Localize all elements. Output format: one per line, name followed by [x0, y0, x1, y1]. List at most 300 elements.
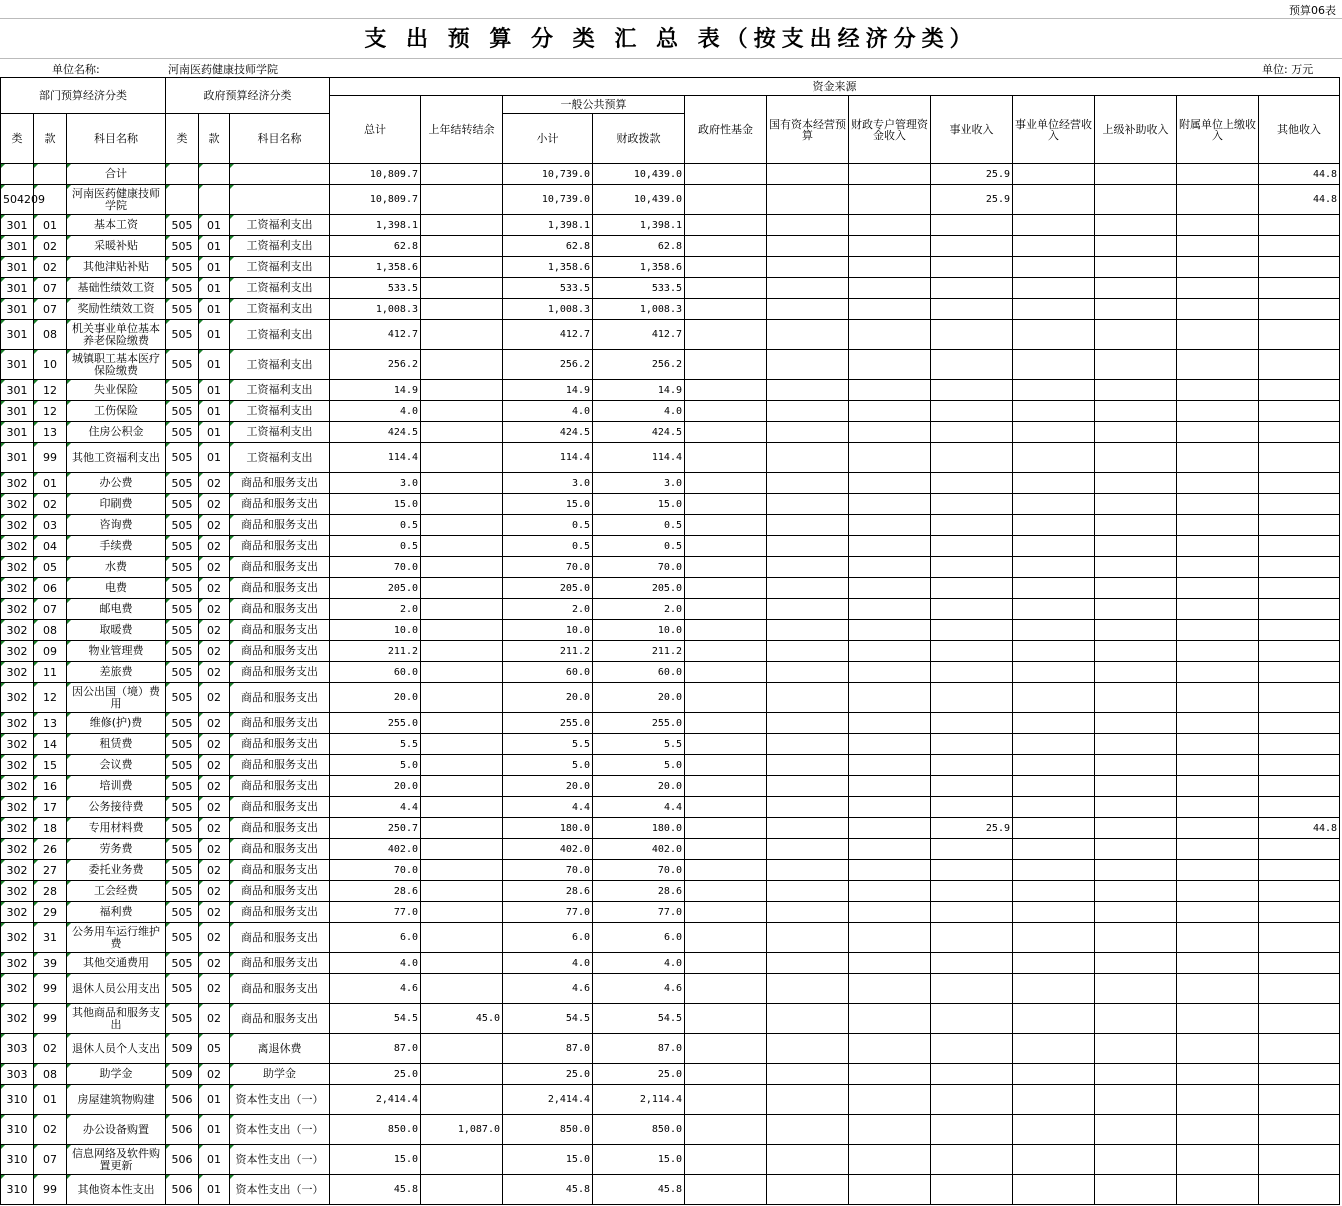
gov-kuan-cell: 02: [199, 494, 230, 515]
fiscal-cell: 1,358.6: [593, 257, 685, 278]
carryover-cell: [421, 422, 503, 443]
other-cell: [1259, 422, 1340, 443]
gov-fund-cell: [685, 215, 767, 236]
carryover-cell: [421, 1064, 503, 1085]
lei-cell: 310: [1, 1085, 34, 1115]
gov-fund-cell: [685, 902, 767, 923]
business-cell: [931, 599, 1013, 620]
gov-subject-cell: 商品和服务支出: [230, 881, 330, 902]
subtotal-cell: 850.0: [503, 1115, 593, 1145]
kuan-cell: 01: [34, 215, 67, 236]
affiliated-cell: [1177, 1034, 1259, 1064]
affiliated-cell: [1177, 620, 1259, 641]
gov-subject-cell: 商品和服务支出: [230, 515, 330, 536]
state-capital-cell: [767, 755, 849, 776]
gov-lei-cell: 506: [166, 1145, 199, 1175]
table-row: [1, 1175, 1340, 1205]
gov-lei-cell: 505: [166, 974, 199, 1004]
subject-cell: 基本工资: [67, 215, 166, 236]
gov-subject-cell: 商品和服务支出: [230, 860, 330, 881]
subsidy-cell: [1095, 1034, 1177, 1064]
total-cell: 15.0: [330, 1145, 421, 1175]
business-cell: [931, 299, 1013, 320]
kuan-cell: 09: [34, 641, 67, 662]
gov-lei-cell: 505: [166, 902, 199, 923]
state-capital-cell: [767, 320, 849, 350]
fiscal-cell: 70.0: [593, 860, 685, 881]
gov-kuan-cell: 02: [199, 860, 230, 881]
subject-cell: 合计: [67, 164, 166, 185]
total-cell: 10.0: [330, 620, 421, 641]
table-row: [1, 443, 1340, 473]
other-cell: [1259, 515, 1340, 536]
operating-cell: [1013, 839, 1095, 860]
gov-kuan-cell: 01: [199, 1115, 230, 1145]
carryover-cell: [421, 350, 503, 380]
table-row: [1, 494, 1340, 515]
total-cell: 25.0: [330, 1064, 421, 1085]
operating-cell: [1013, 578, 1095, 599]
lei-cell: 301: [1, 236, 34, 257]
subtotal-cell: 4.0: [503, 953, 593, 974]
subsidy-cell: [1095, 443, 1177, 473]
table-row: [1, 422, 1340, 443]
affiliated-cell: [1177, 380, 1259, 401]
state-capital-cell: [767, 578, 849, 599]
operating-cell: [1013, 1145, 1095, 1175]
affiliated-cell: [1177, 1145, 1259, 1175]
total-cell: 4.6: [330, 974, 421, 1004]
subsidy-cell: [1095, 776, 1177, 797]
other-cell: [1259, 299, 1340, 320]
business-cell: [931, 797, 1013, 818]
other-cell: 44.8: [1259, 185, 1340, 215]
carryover-cell: [421, 494, 503, 515]
lei-cell: 302: [1, 536, 34, 557]
gov-fund-cell: [685, 683, 767, 713]
other-cell: [1259, 536, 1340, 557]
state-capital-cell: [767, 443, 849, 473]
subsidy-cell: [1095, 953, 1177, 974]
kuan-cell: 10: [34, 350, 67, 380]
subtotal-cell: 205.0: [503, 578, 593, 599]
fiscal-cell: 54.5: [593, 1004, 685, 1034]
special-cell: [849, 953, 931, 974]
operating-cell: [1013, 257, 1095, 278]
fiscal-cell: 2,114.4: [593, 1085, 685, 1115]
table-row: [1, 839, 1340, 860]
kuan-cell: 13: [34, 713, 67, 734]
special-cell: [849, 164, 931, 185]
subsidy-cell: [1095, 755, 1177, 776]
operating-cell: [1013, 380, 1095, 401]
special-cell: [849, 578, 931, 599]
gov-subject-cell: 商品和服务支出: [230, 578, 330, 599]
operating-cell: [1013, 1085, 1095, 1115]
gov-kuan-cell: 02: [199, 953, 230, 974]
total-cell: 5.5: [330, 734, 421, 755]
lei-cell: 310: [1, 1175, 34, 1205]
business-cell: [931, 713, 1013, 734]
affiliated-cell: [1177, 422, 1259, 443]
gov-lei-cell: 505: [166, 641, 199, 662]
lei-cell: 302: [1, 797, 34, 818]
state-capital-cell: [767, 215, 849, 236]
total-cell: 533.5: [330, 278, 421, 299]
carryover-cell: [421, 641, 503, 662]
business-cell: [931, 902, 1013, 923]
gov-fund-cell: [685, 755, 767, 776]
gov-kuan-cell: 01: [199, 236, 230, 257]
affiliated-cell: [1177, 578, 1259, 599]
fiscal-cell: 5.0: [593, 755, 685, 776]
gov-kuan-cell: 02: [199, 923, 230, 953]
gov-kuan-cell: 02: [199, 881, 230, 902]
carryover-cell: [421, 839, 503, 860]
lei-cell: 301: [1, 299, 34, 320]
gov-lei-cell: [166, 185, 199, 215]
gov-subject-cell: 工资福利支出: [230, 257, 330, 278]
gov-subject-cell: 离退休费: [230, 1034, 330, 1064]
gov-subject-cell: 商品和服务支出: [230, 683, 330, 713]
header-dept: 部门预算经济分类: [1, 78, 166, 114]
lei-cell: 301: [1, 380, 34, 401]
table-row: [1, 734, 1340, 755]
carryover-cell: [421, 902, 503, 923]
business-cell: [931, 683, 1013, 713]
kuan-cell: 14: [34, 734, 67, 755]
gov-fund-cell: [685, 1034, 767, 1064]
header-state-capital: 国有资本经营预算: [767, 96, 849, 164]
gov-subject-cell: 资本性支出（一）: [230, 1175, 330, 1205]
subject-cell: 公务接待费: [67, 797, 166, 818]
other-cell: [1259, 734, 1340, 755]
total-cell: 0.5: [330, 515, 421, 536]
gov-fund-cell: [685, 557, 767, 578]
fiscal-cell: 211.2: [593, 641, 685, 662]
special-cell: [849, 923, 931, 953]
gov-lei-cell: 505: [166, 257, 199, 278]
state-capital-cell: [767, 1064, 849, 1085]
state-capital-cell: [767, 620, 849, 641]
gov-kuan-cell: 01: [199, 1085, 230, 1115]
gov-lei-cell: 506: [166, 1085, 199, 1115]
fiscal-cell: 5.5: [593, 734, 685, 755]
kuan-cell: 02: [34, 236, 67, 257]
state-capital-cell: [767, 1145, 849, 1175]
gov-lei-cell: 509: [166, 1034, 199, 1064]
fiscal-cell: 3.0: [593, 473, 685, 494]
subtotal-cell: 5.5: [503, 734, 593, 755]
gov-lei-cell: 505: [166, 662, 199, 683]
gov-subject-cell: 商品和服务支出: [230, 557, 330, 578]
header-subtotal: 小计: [503, 114, 593, 164]
table-row: [1, 755, 1340, 776]
kuan-cell: 04: [34, 536, 67, 557]
gov-lei-cell: 506: [166, 1175, 199, 1205]
gov-kuan-cell: 01: [199, 257, 230, 278]
carryover-cell: [421, 1175, 503, 1205]
gov-kuan-cell: 02: [199, 755, 230, 776]
total-cell: 70.0: [330, 860, 421, 881]
gov-subject-cell: 工资福利支出: [230, 215, 330, 236]
unit-name-value: 河南医药健康技师学院: [168, 63, 278, 76]
gov-subject-cell: 商品和服务支出: [230, 755, 330, 776]
kuan-cell: 05: [34, 557, 67, 578]
state-capital-cell: [767, 599, 849, 620]
business-cell: [931, 1004, 1013, 1034]
header-lei: 类: [1, 114, 34, 164]
operating-cell: [1013, 797, 1095, 818]
total-cell: 1,008.3: [330, 299, 421, 320]
special-cell: [849, 902, 931, 923]
gov-kuan-cell: 01: [199, 350, 230, 380]
carryover-cell: [421, 299, 503, 320]
kuan-cell: 07: [34, 278, 67, 299]
fiscal-cell: 20.0: [593, 683, 685, 713]
total-cell: 1,358.6: [330, 257, 421, 278]
state-capital-cell: [767, 185, 849, 215]
gov-fund-cell: [685, 974, 767, 1004]
gov-fund-cell: [685, 797, 767, 818]
special-cell: [849, 713, 931, 734]
gov-kuan-cell: 05: [199, 1034, 230, 1064]
gov-subject-cell: 商品和服务支出: [230, 599, 330, 620]
affiliated-cell: [1177, 215, 1259, 236]
other-cell: [1259, 1034, 1340, 1064]
subject-cell: 住房公积金: [67, 422, 166, 443]
state-capital-cell: [767, 953, 849, 974]
total-cell: 70.0: [330, 557, 421, 578]
operating-cell: [1013, 953, 1095, 974]
state-capital-cell: [767, 350, 849, 380]
state-capital-cell: [767, 494, 849, 515]
table-row: [1, 1064, 1340, 1085]
fiscal-cell: 20.0: [593, 776, 685, 797]
special-cell: [849, 860, 931, 881]
gov-lei-cell: 505: [166, 236, 199, 257]
fiscal-cell: 256.2: [593, 350, 685, 380]
affiliated-cell: [1177, 776, 1259, 797]
subsidy-cell: [1095, 881, 1177, 902]
gov-subject-cell: [230, 185, 330, 215]
subject-cell: 退休人员公用支出: [67, 974, 166, 1004]
subject-cell: 失业保险: [67, 380, 166, 401]
state-capital-cell: [767, 776, 849, 797]
special-cell: [849, 1085, 931, 1115]
fiscal-cell: 4.6: [593, 974, 685, 1004]
kuan-cell: 03: [34, 515, 67, 536]
subtotal-cell: 0.5: [503, 536, 593, 557]
gov-lei-cell: 505: [166, 818, 199, 839]
gov-fund-cell: [685, 1004, 767, 1034]
subtotal-cell: 4.0: [503, 401, 593, 422]
subject-cell: 租赁费: [67, 734, 166, 755]
subsidy-cell: [1095, 278, 1177, 299]
report-title: 支 出 预 算 分 类 汇 总 表（按支出经济分类）: [364, 26, 978, 52]
gov-subject-cell: 工资福利支出: [230, 422, 330, 443]
state-capital-cell: [767, 734, 849, 755]
gov-kuan-cell: 02: [199, 734, 230, 755]
lei-cell: 302: [1, 713, 34, 734]
subsidy-cell: [1095, 236, 1177, 257]
operating-cell: [1013, 599, 1095, 620]
gov-fund-cell: [685, 713, 767, 734]
fiscal-cell: 4.0: [593, 401, 685, 422]
operating-cell: [1013, 215, 1095, 236]
table-row: [1, 557, 1340, 578]
fiscal-cell: 4.4: [593, 797, 685, 818]
subject-cell: 差旅费: [67, 662, 166, 683]
kuan-cell: 07: [34, 299, 67, 320]
business-cell: [931, 350, 1013, 380]
affiliated-cell: [1177, 1004, 1259, 1034]
special-cell: [849, 1115, 931, 1145]
operating-cell: [1013, 881, 1095, 902]
gov-kuan-cell: 02: [199, 473, 230, 494]
carryover-cell: [421, 797, 503, 818]
total-cell: 54.5: [330, 1004, 421, 1034]
fiscal-cell: 205.0: [593, 578, 685, 599]
business-cell: [931, 578, 1013, 599]
subsidy-cell: [1095, 257, 1177, 278]
affiliated-cell: [1177, 1064, 1259, 1085]
subject-cell: 工会经费: [67, 881, 166, 902]
affiliated-cell: [1177, 839, 1259, 860]
subsidy-cell: [1095, 473, 1177, 494]
subsidy-cell: [1095, 1004, 1177, 1034]
subtotal-cell: 533.5: [503, 278, 593, 299]
gov-kuan-cell: 02: [199, 683, 230, 713]
subject-cell: 邮电费: [67, 599, 166, 620]
state-capital-cell: [767, 797, 849, 818]
gov-fund-cell: [685, 299, 767, 320]
gov-kuan-cell: 01: [199, 1175, 230, 1205]
subject-cell: 福利费: [67, 902, 166, 923]
header-general-budget: 一般公共预算: [503, 96, 685, 114]
lei-cell: 302: [1, 923, 34, 953]
subsidy-cell: [1095, 401, 1177, 422]
fiscal-cell: 87.0: [593, 1034, 685, 1064]
lei-cell: 302: [1, 1004, 34, 1034]
state-capital-cell: [767, 1175, 849, 1205]
special-cell: [849, 350, 931, 380]
total-cell: 2.0: [330, 599, 421, 620]
gov-subject-cell: 商品和服务支出: [230, 923, 330, 953]
lei-cell: 302: [1, 881, 34, 902]
fiscal-cell: 0.5: [593, 515, 685, 536]
gov-kuan-cell: [199, 185, 230, 215]
lei-cell: 302: [1, 974, 34, 1004]
subtotal-cell: 87.0: [503, 1034, 593, 1064]
fiscal-cell: 62.8: [593, 236, 685, 257]
lei-cell: 303: [1, 1064, 34, 1085]
gov-fund-cell: [685, 641, 767, 662]
other-cell: [1259, 215, 1340, 236]
other-cell: [1259, 473, 1340, 494]
operating-cell: [1013, 557, 1095, 578]
affiliated-cell: [1177, 443, 1259, 473]
gov-kuan-cell: 02: [199, 797, 230, 818]
subtotal-cell: 0.5: [503, 515, 593, 536]
fiscal-cell: 10,439.0: [593, 185, 685, 215]
gov-fund-cell: [685, 662, 767, 683]
subsidy-cell: [1095, 380, 1177, 401]
currency-unit: 单位: 万元: [1262, 63, 1314, 76]
operating-cell: [1013, 662, 1095, 683]
other-cell: [1259, 236, 1340, 257]
gov-lei-cell: 505: [166, 299, 199, 320]
subtotal-cell: 25.0: [503, 1064, 593, 1085]
fiscal-cell: 77.0: [593, 902, 685, 923]
state-capital-cell: [767, 662, 849, 683]
lei-cell: 303: [1, 1034, 34, 1064]
other-cell: [1259, 713, 1340, 734]
gov-kuan-cell: 01: [199, 1145, 230, 1175]
kuan-cell: 01: [34, 1085, 67, 1115]
lei-cell: 301: [1, 401, 34, 422]
total-cell: 412.7: [330, 320, 421, 350]
gov-subject-cell: 商品和服务支出: [230, 902, 330, 923]
gov-kuan-cell: 01: [199, 278, 230, 299]
fiscal-cell: 402.0: [593, 839, 685, 860]
state-capital-cell: [767, 1115, 849, 1145]
fiscal-cell: 255.0: [593, 713, 685, 734]
carryover-cell: [421, 1085, 503, 1115]
gov-subject-cell: 工资福利支出: [230, 350, 330, 380]
state-capital-cell: [767, 164, 849, 185]
fiscal-cell: 60.0: [593, 662, 685, 683]
gov-kuan-cell: 01: [199, 422, 230, 443]
subsidy-cell: [1095, 797, 1177, 818]
carryover-cell: [421, 278, 503, 299]
total-cell: 10,809.7: [330, 164, 421, 185]
subsidy-cell: [1095, 713, 1177, 734]
gov-lei-cell: 505: [166, 350, 199, 380]
gov-kuan-cell: 02: [199, 713, 230, 734]
gov-fund-cell: [685, 1115, 767, 1145]
other-cell: [1259, 1115, 1340, 1145]
gov-subject-cell: 资本性支出（一）: [230, 1115, 330, 1145]
other-cell: [1259, 974, 1340, 1004]
affiliated-cell: [1177, 860, 1259, 881]
lei-cell: 302: [1, 473, 34, 494]
gov-lei-cell: 505: [166, 422, 199, 443]
gov-fund-cell: [685, 185, 767, 215]
affiliated-cell: [1177, 557, 1259, 578]
gov-fund-cell: [685, 380, 767, 401]
other-cell: 44.8: [1259, 164, 1340, 185]
subject-cell: 电费: [67, 578, 166, 599]
gov-lei-cell: 505: [166, 881, 199, 902]
subsidy-cell: [1095, 1145, 1177, 1175]
state-capital-cell: [767, 974, 849, 1004]
subsidy-cell: [1095, 320, 1177, 350]
state-capital-cell: [767, 473, 849, 494]
subject-cell: 河南医药健康技师学院: [67, 185, 166, 215]
gov-lei-cell: 505: [166, 278, 199, 299]
kuan-cell: 02: [34, 1034, 67, 1064]
carryover-cell: [421, 953, 503, 974]
table-row: [1, 1115, 1340, 1145]
lei-cell: 301: [1, 278, 34, 299]
other-cell: [1259, 860, 1340, 881]
gov-kuan-cell: 02: [199, 578, 230, 599]
operating-cell: [1013, 776, 1095, 797]
subsidy-cell: [1095, 185, 1177, 215]
state-capital-cell: [767, 902, 849, 923]
other-cell: [1259, 557, 1340, 578]
